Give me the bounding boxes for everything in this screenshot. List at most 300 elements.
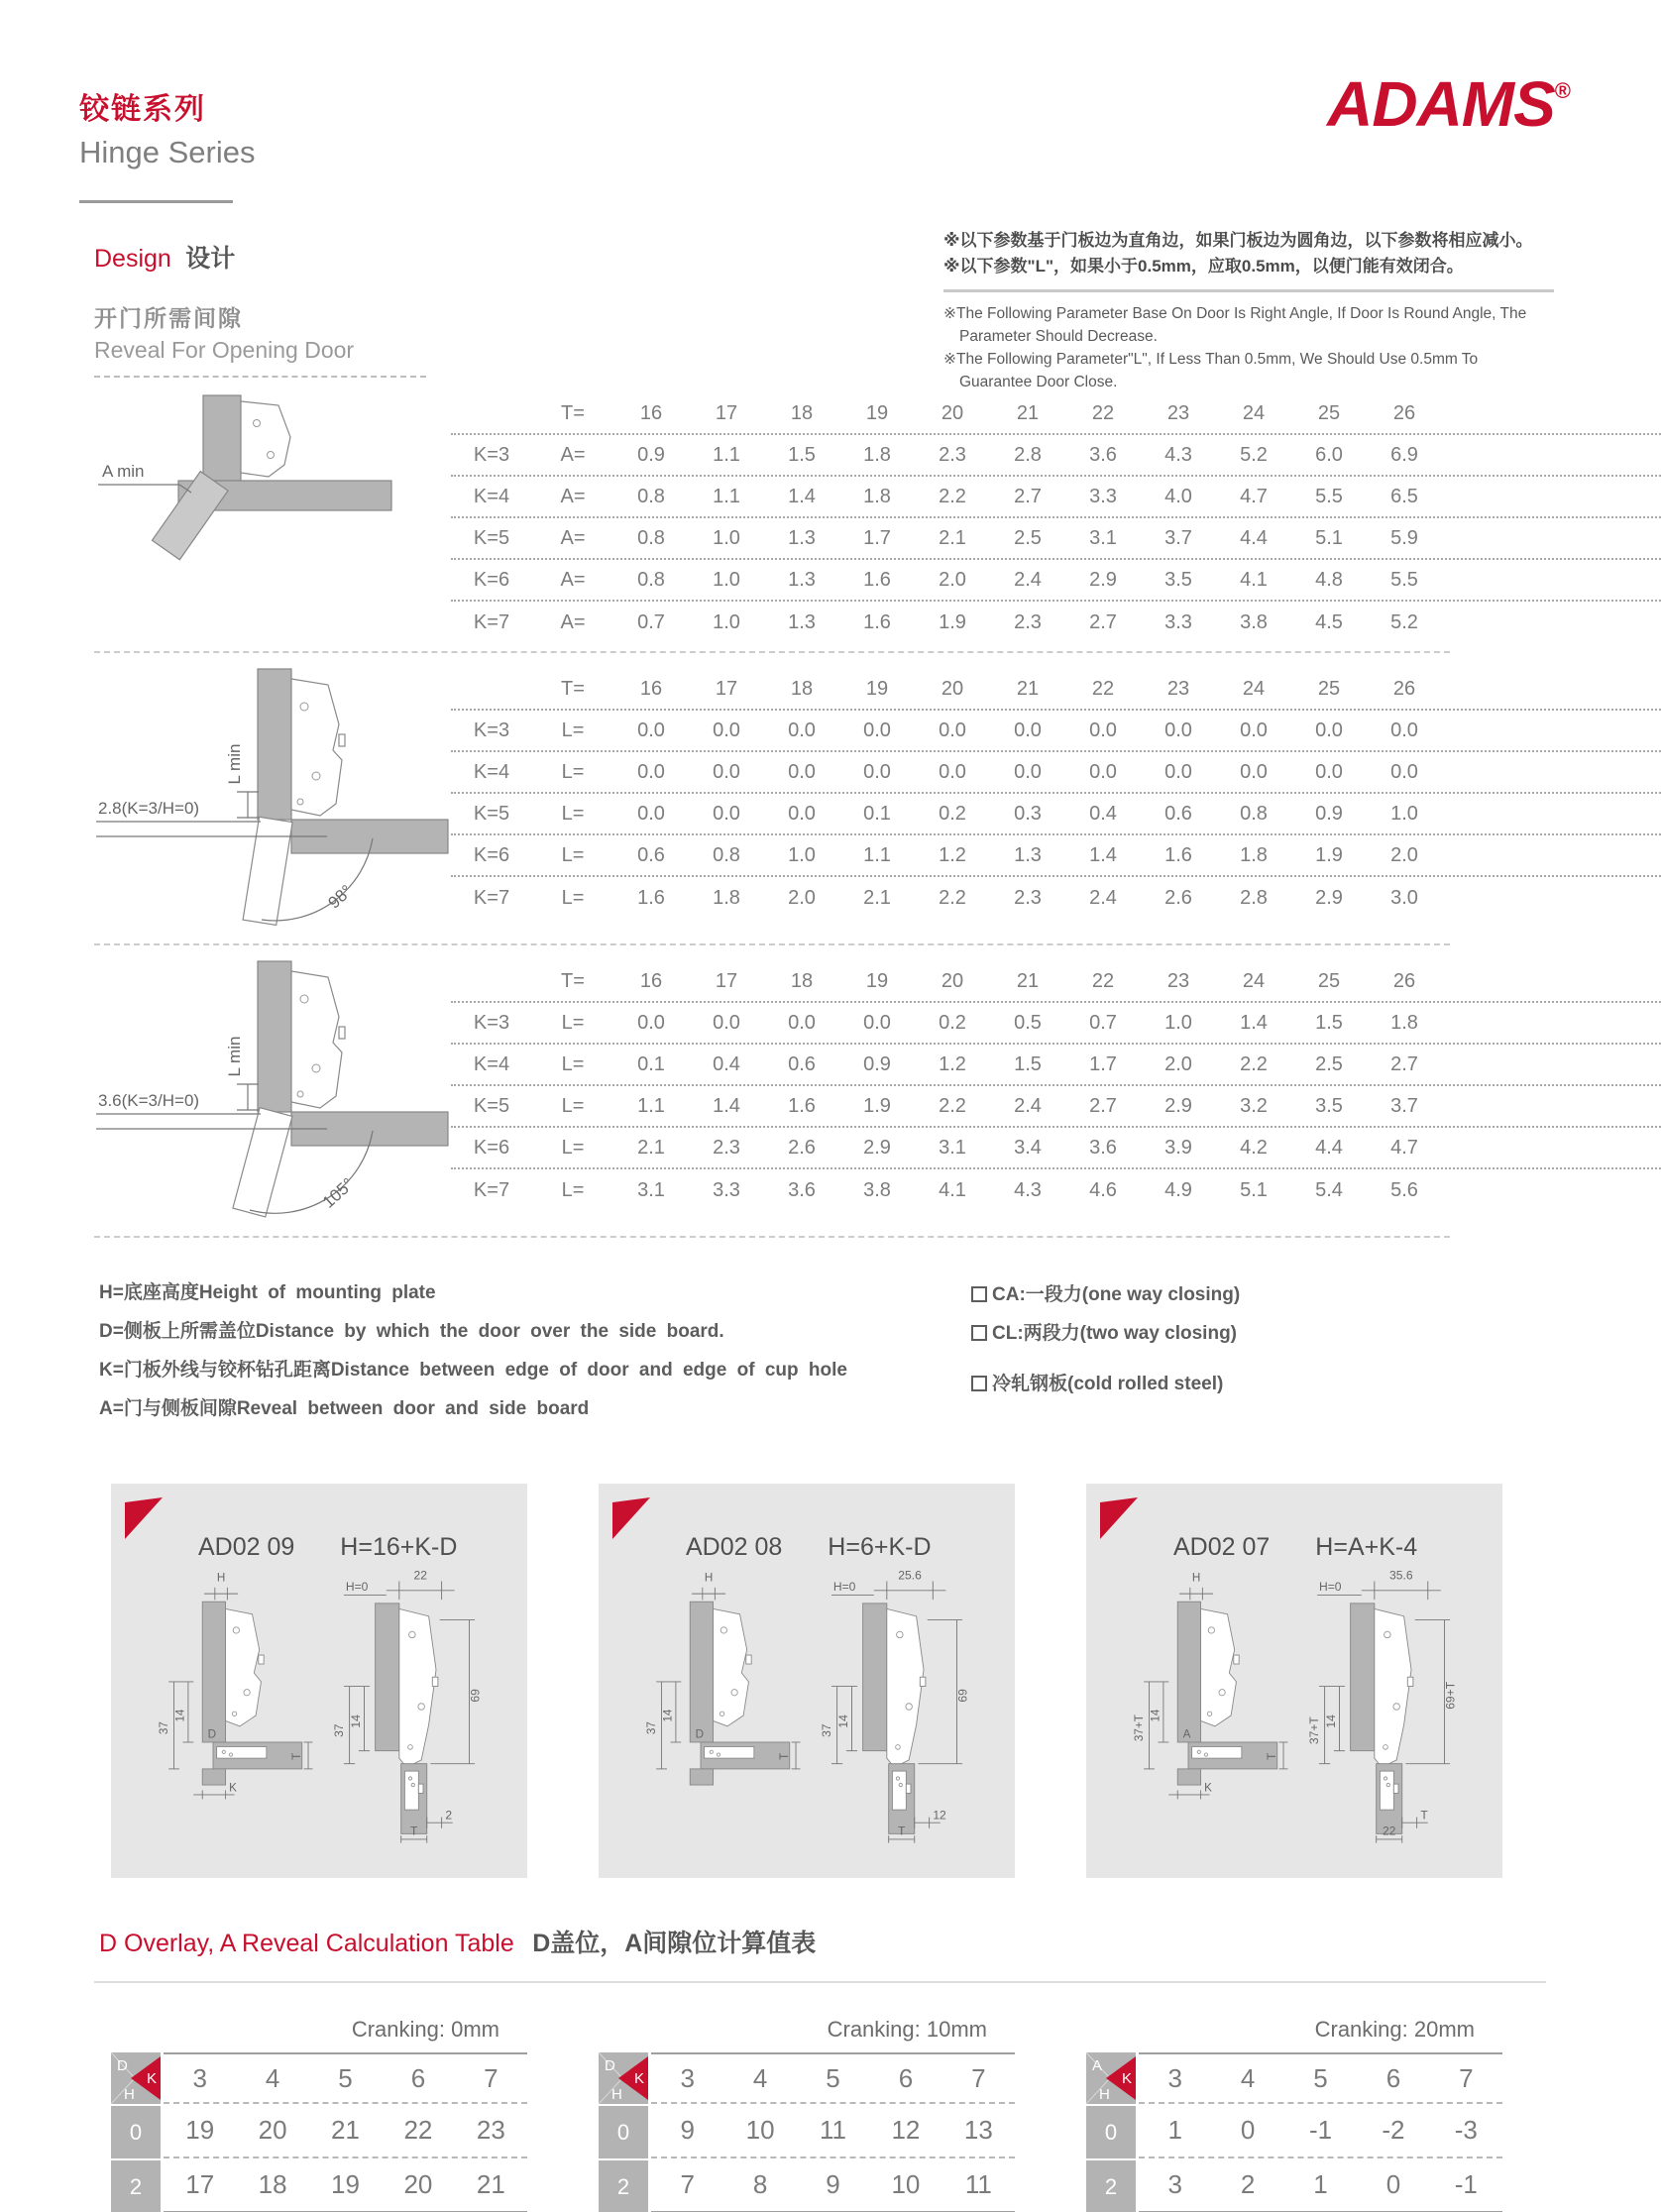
calc-heading-zh: D盖位，A间隙位计算值表 bbox=[532, 1930, 817, 1957]
table-cell: K=7 bbox=[473, 1178, 510, 1201]
table-cell: 0.0 bbox=[939, 719, 966, 741]
table-cell: 3.5 bbox=[1164, 568, 1192, 591]
table-cell: 1.9 bbox=[939, 610, 966, 633]
table-cell: 25 bbox=[1317, 677, 1341, 700]
table-cell: 0.9 bbox=[863, 1052, 891, 1075]
table-cell: 2.8 bbox=[1240, 886, 1268, 909]
table-cell: L= bbox=[561, 886, 585, 909]
table-cell: 21 bbox=[331, 2115, 360, 2145]
table-cell: 0.8 bbox=[1240, 802, 1268, 825]
product-box-ad0208 bbox=[599, 1484, 1015, 1878]
table-cell: 4.4 bbox=[1240, 526, 1268, 549]
table-cell: 2.0 bbox=[788, 886, 816, 909]
calc-header-column bbox=[1086, 2052, 1136, 2212]
table-cell: 1.4 bbox=[788, 485, 816, 507]
svg-text:K: K bbox=[229, 1781, 237, 1795]
table-cell: 2.1 bbox=[939, 526, 966, 549]
cranking-label: Cranking: 0mm bbox=[351, 2017, 499, 2042]
table-cell: 1 bbox=[1313, 2169, 1328, 2199]
series-title-zh: 铰链系列 bbox=[79, 93, 206, 126]
table-cell: 3 bbox=[1167, 2169, 1182, 2199]
table-cell: 0.3 bbox=[1014, 802, 1042, 825]
product-views bbox=[599, 1568, 1015, 1845]
table-cell: K=5 bbox=[473, 1094, 510, 1117]
product-box-ad0207 bbox=[1086, 1484, 1502, 1878]
table-cell: 3 bbox=[192, 2062, 207, 2093]
calc-header-column bbox=[111, 2052, 161, 2212]
corner-cell bbox=[1086, 2052, 1136, 2104]
calc-block-10mm bbox=[599, 2017, 1015, 2212]
table-row bbox=[451, 518, 1661, 560]
legend-definitions bbox=[99, 1273, 971, 1428]
calc-block-20mm bbox=[1086, 2017, 1502, 2212]
svg-text:T: T bbox=[777, 1752, 791, 1760]
product-boxes bbox=[0, 1484, 1661, 1878]
notes-divider bbox=[943, 289, 1554, 292]
table-cell: 2.5 bbox=[1315, 1052, 1343, 1075]
hinge-diagram-svg bbox=[94, 957, 451, 1223]
table-cell: 3.6 bbox=[1089, 443, 1117, 466]
table-cell: 5.2 bbox=[1390, 610, 1418, 633]
table-cell: K=3 bbox=[473, 1011, 510, 1034]
corner-cell-svg bbox=[599, 2052, 648, 2104]
table-row bbox=[651, 2158, 1015, 2212]
table-cell: 2 bbox=[1240, 2169, 1256, 2199]
table-cell: 3.8 bbox=[863, 1178, 891, 1201]
svg-text:T: T bbox=[1420, 1808, 1428, 1823]
table-cell: 2.7 bbox=[1390, 1052, 1418, 1075]
hinge-diagram-svg bbox=[94, 665, 451, 931]
svg-text:K: K bbox=[634, 2070, 645, 2087]
table-cell: 1.0 bbox=[713, 610, 740, 633]
svg-text:K: K bbox=[147, 2070, 158, 2087]
brand-logo bbox=[1327, 67, 1570, 141]
svg-text:69: 69 bbox=[955, 1689, 970, 1703]
table-cell: 3.8 bbox=[1240, 610, 1268, 633]
cranking-label: Cranking: 10mm bbox=[827, 2017, 987, 2042]
svg-text:T: T bbox=[898, 1824, 906, 1838]
table-cell: 2.6 bbox=[788, 1136, 816, 1159]
svg-text:H=0: H=0 bbox=[832, 1579, 856, 1594]
reveal-table-2 bbox=[451, 669, 1661, 936]
table-cell: 12 bbox=[891, 2115, 921, 2145]
table-cell: 19 bbox=[865, 969, 889, 992]
table-cell: 4.2 bbox=[1240, 1136, 1268, 1159]
table-cell: K=7 bbox=[473, 610, 510, 633]
table-cell: 3.3 bbox=[1164, 610, 1192, 633]
table-cell: 2.5 bbox=[1014, 526, 1042, 549]
svg-text:14: 14 bbox=[1323, 1714, 1338, 1728]
table-cell: 0.0 bbox=[637, 1011, 665, 1034]
table-cell: 3.3 bbox=[1089, 485, 1117, 507]
svg-text:K: K bbox=[1204, 1781, 1212, 1795]
svg-text:69+T: 69+T bbox=[1443, 1681, 1458, 1710]
table-cell: 3.5 bbox=[1315, 1094, 1343, 1117]
table-cell: T= bbox=[561, 969, 585, 992]
table-cell: K=6 bbox=[473, 843, 510, 866]
note-en: ※The Following Parameter Base On Door Is Right Angle, If Door Is Round Angle, The Parameter Should Decrease. bbox=[943, 305, 1527, 345]
table-cell: 0.8 bbox=[713, 843, 740, 866]
table-cell: 1.4 bbox=[713, 1094, 740, 1117]
calc-data bbox=[651, 2052, 1015, 2212]
table-cell: 1.7 bbox=[1089, 1052, 1117, 1075]
table-cell: 1.0 bbox=[1164, 1011, 1192, 1034]
table-row bbox=[451, 602, 1661, 643]
svg-text:D: D bbox=[605, 2057, 615, 2074]
table-cell: 5 bbox=[826, 2062, 840, 2093]
table-cell: 0.0 bbox=[863, 760, 891, 783]
hinge-section-view bbox=[640, 1568, 805, 1804]
table-cell: 20 bbox=[941, 969, 964, 992]
product-views bbox=[111, 1568, 527, 1845]
svg-text:D: D bbox=[117, 2057, 128, 2074]
table-cell: K=4 bbox=[473, 760, 510, 783]
hinge-section-view bbox=[153, 1568, 317, 1804]
checkbox-icon[interactable] bbox=[971, 1376, 987, 1391]
table-cell: K=3 bbox=[473, 719, 510, 741]
table-cell: 1.6 bbox=[1164, 843, 1192, 866]
table-row bbox=[451, 477, 1661, 518]
table-cell: 2.0 bbox=[939, 568, 966, 591]
table-cell: 7 bbox=[484, 2062, 498, 2093]
table-cell: 0.1 bbox=[637, 1052, 665, 1075]
table-cell: 2.9 bbox=[1164, 1094, 1192, 1117]
corner-cell bbox=[599, 2052, 648, 2104]
table-cell: K=7 bbox=[473, 886, 510, 909]
table-cell: 1.4 bbox=[1089, 843, 1117, 866]
reveal-block-2 bbox=[0, 665, 1661, 936]
product-title bbox=[198, 1533, 527, 1562]
table-row bbox=[651, 2104, 1015, 2158]
svg-text:22: 22 bbox=[413, 1568, 427, 1583]
table-cell: 24 bbox=[1242, 401, 1266, 424]
section-title-zh: 开门所需间隙 bbox=[94, 305, 243, 331]
table-cell: 0.9 bbox=[637, 443, 665, 466]
table-cell: 2.6 bbox=[1164, 886, 1192, 909]
svg-text:K: K bbox=[1122, 2070, 1133, 2087]
table-cell: 1.5 bbox=[1014, 1052, 1042, 1075]
table-cell: 0.1 bbox=[863, 802, 891, 825]
table-cell: 16 bbox=[639, 401, 663, 424]
table-cell: 4.9 bbox=[1164, 1178, 1192, 1201]
table-cell: 2.7 bbox=[1089, 610, 1117, 633]
h-row-label: 2 bbox=[599, 2160, 648, 2212]
svg-text:14: 14 bbox=[1149, 1709, 1163, 1722]
product-model: AD02 07 bbox=[1173, 1533, 1271, 1561]
table-cell: 11 bbox=[820, 2115, 847, 2145]
brand-name: ADAMS bbox=[1327, 68, 1555, 140]
hinge-section-view bbox=[1128, 1568, 1292, 1804]
table-cell: 3.0 bbox=[1390, 886, 1418, 909]
table-cell: 2.1 bbox=[637, 1136, 665, 1159]
table-cell: 10 bbox=[891, 2169, 921, 2199]
table-cell: 1.3 bbox=[788, 526, 816, 549]
table-cell: 20 bbox=[941, 401, 964, 424]
table-cell: -1 bbox=[1454, 2169, 1478, 2199]
table-cell: A= bbox=[560, 610, 586, 633]
table-cell: 2.3 bbox=[939, 443, 966, 466]
table-cell: 5.1 bbox=[1315, 526, 1343, 549]
table-cell: 0.6 bbox=[1164, 802, 1192, 825]
svg-text:H: H bbox=[216, 1571, 226, 1585]
svg-text:H=0: H=0 bbox=[345, 1579, 369, 1594]
svg-text:D: D bbox=[695, 1727, 705, 1741]
table-cell: 1.6 bbox=[637, 886, 665, 909]
legend-item-k: K=门板外线与铰杯钻孔距离Distance between edge of door and edge of cup hole bbox=[99, 1360, 847, 1381]
table-cell: 6 bbox=[1385, 2062, 1401, 2093]
table-cell: 24 bbox=[1242, 969, 1266, 992]
table-cell: 0.6 bbox=[788, 1052, 816, 1075]
table-cell: 0.0 bbox=[637, 802, 665, 825]
table-row bbox=[451, 877, 1661, 919]
table-cell: 4.1 bbox=[939, 1178, 966, 1201]
table-cell: 7 bbox=[971, 2062, 986, 2093]
reveal-dim-label: 2.8(K=3/H=0) bbox=[98, 799, 200, 818]
hinge-closed-diagram bbox=[94, 389, 451, 643]
table-cell: T= bbox=[561, 401, 585, 424]
option-ca: CA:一段力(one way closing) bbox=[971, 1275, 1240, 1314]
table-cell: 4.0 bbox=[1164, 485, 1192, 507]
opening-angle-label: 105° bbox=[318, 1174, 358, 1212]
calc-heading-rule bbox=[94, 1981, 1546, 1983]
table-cell: 19 bbox=[185, 2115, 215, 2145]
table-cell: A= bbox=[560, 526, 586, 549]
table-cell: 0.0 bbox=[713, 1011, 740, 1034]
table-cell: 0.0 bbox=[863, 1011, 891, 1034]
table-cell: 0.0 bbox=[1390, 719, 1418, 741]
table-cell: 4.7 bbox=[1240, 485, 1268, 507]
checkbox-icon[interactable] bbox=[971, 1325, 987, 1341]
table-cell: 1.8 bbox=[863, 443, 891, 466]
corner-flag-icon bbox=[125, 1497, 163, 1539]
table-cell: 1.3 bbox=[1014, 843, 1042, 866]
svg-text:37: 37 bbox=[158, 1721, 171, 1735]
reveal-dim-label: 3.6(K=3/H=0) bbox=[98, 1091, 200, 1110]
table-row bbox=[451, 794, 1661, 835]
table-cell: L= bbox=[561, 1094, 585, 1117]
table-cell: 16 bbox=[639, 969, 663, 992]
table-cell: 17 bbox=[715, 677, 738, 700]
table-cell: 0.0 bbox=[1089, 760, 1117, 783]
table-cell: L= bbox=[561, 719, 585, 741]
svg-text:T: T bbox=[289, 1752, 303, 1760]
svg-text:H: H bbox=[1099, 2086, 1110, 2103]
table-cell: 5 bbox=[1313, 2062, 1328, 2093]
table-row bbox=[451, 1128, 1661, 1169]
table-cell: 1.5 bbox=[1315, 1011, 1343, 1034]
table-cell: 1.1 bbox=[637, 1094, 665, 1117]
k-header-row bbox=[1139, 2052, 1502, 2104]
table-cell: 16 bbox=[639, 677, 663, 700]
table-cell: 1.7 bbox=[863, 526, 891, 549]
h-row-label: 0 bbox=[111, 2106, 161, 2158]
hinge-98-diagram bbox=[94, 665, 451, 936]
svg-text:37: 37 bbox=[820, 1723, 834, 1737]
legend bbox=[0, 1273, 1661, 1428]
table-cell: A= bbox=[560, 443, 586, 466]
table-cell: 0.0 bbox=[713, 760, 740, 783]
hinge-open-view bbox=[819, 1568, 1003, 1845]
table-cell: 23 bbox=[476, 2115, 505, 2145]
table-cell: K=6 bbox=[473, 568, 510, 591]
table-row bbox=[1139, 2104, 1502, 2158]
header-rule bbox=[79, 200, 233, 203]
table-cell: K=6 bbox=[473, 1136, 510, 1159]
svg-text:A: A bbox=[1182, 1727, 1191, 1741]
table-cell: 1.0 bbox=[713, 526, 740, 549]
table-cell: 2.9 bbox=[1089, 568, 1117, 591]
table-cell: 3.1 bbox=[939, 1136, 966, 1159]
calc-block-0mm bbox=[111, 2017, 527, 2212]
table-cell: 0.9 bbox=[1315, 802, 1343, 825]
table-cell: 21 bbox=[476, 2169, 505, 2199]
table-header-row bbox=[451, 393, 1661, 435]
product-title bbox=[1173, 1533, 1502, 1562]
table-cell: 1.1 bbox=[863, 843, 891, 866]
table-cell: 0.5 bbox=[1014, 1011, 1042, 1034]
table-cell: 11 bbox=[964, 2169, 992, 2199]
table-cell: K=4 bbox=[473, 1052, 510, 1075]
table-cell: 1.8 bbox=[863, 485, 891, 507]
table-cell: 0.0 bbox=[637, 719, 665, 741]
table-cell: 6.0 bbox=[1315, 443, 1343, 466]
table-cell: K=4 bbox=[473, 485, 510, 507]
table-cell: 0.0 bbox=[713, 802, 740, 825]
table-cell: 3.4 bbox=[1014, 1136, 1042, 1159]
k-header-row bbox=[164, 2052, 527, 2104]
table-row bbox=[451, 1003, 1661, 1045]
table-cell: 20 bbox=[258, 2115, 287, 2145]
table-cell: 3.1 bbox=[637, 1178, 665, 1201]
table-cell: 1.2 bbox=[939, 1052, 966, 1075]
table-cell: 0.7 bbox=[637, 610, 665, 633]
table-cell: 7 bbox=[680, 2169, 695, 2199]
table-cell: 2.2 bbox=[1240, 1052, 1268, 1075]
table-row bbox=[451, 1169, 1661, 1211]
table-cell: 0.0 bbox=[1315, 719, 1343, 741]
legend-options bbox=[971, 1273, 1240, 1428]
svg-text:A: A bbox=[1092, 2057, 1103, 2074]
table-cell: 1.8 bbox=[1390, 1011, 1418, 1034]
table-cell: 0.0 bbox=[1014, 760, 1042, 783]
table-cell: 2.2 bbox=[939, 1094, 966, 1117]
legend-item-h: H=底座高度Height of mounting plate bbox=[99, 1282, 436, 1303]
table-cell: 3 bbox=[1167, 2062, 1182, 2093]
opening-angle-label: 98° bbox=[324, 881, 357, 913]
hinge-diagram-svg bbox=[94, 389, 421, 588]
svg-text:T: T bbox=[410, 1824, 418, 1838]
svg-text:14: 14 bbox=[348, 1714, 363, 1728]
h-row-label: 2 bbox=[1086, 2160, 1136, 2212]
table-cell: 0.0 bbox=[1240, 719, 1268, 741]
reveal-block-3 bbox=[0, 957, 1661, 1228]
table-cell: 1.2 bbox=[939, 843, 966, 866]
calc-data bbox=[1139, 2052, 1502, 2212]
svg-text:25.6: 25.6 bbox=[898, 1568, 922, 1583]
table-cell: 4 bbox=[752, 2062, 768, 2093]
table-cell: 2.3 bbox=[1014, 886, 1042, 909]
note-zh: ※以下参数基于门板边为直角边，如果门板边为圆角边，以下参数将相应减小。 bbox=[943, 231, 1533, 250]
svg-text:12: 12 bbox=[933, 1808, 946, 1823]
table-cell: 23 bbox=[1166, 969, 1190, 992]
table-cell: 4.3 bbox=[1164, 443, 1192, 466]
table-cell: 2.9 bbox=[863, 1136, 891, 1159]
table-cell: 0.0 bbox=[863, 719, 891, 741]
table-cell: 3.7 bbox=[1390, 1094, 1418, 1117]
table-cell: 5.4 bbox=[1315, 1178, 1343, 1201]
table-cell: -1 bbox=[1308, 2115, 1333, 2145]
table-cell: 0.0 bbox=[788, 719, 816, 741]
table-cell: 1.8 bbox=[1240, 843, 1268, 866]
table-cell: L= bbox=[561, 843, 585, 866]
hinge-open-view bbox=[1306, 1568, 1491, 1845]
table-cell: A= bbox=[560, 485, 586, 507]
table-cell: L= bbox=[561, 1011, 585, 1034]
table-cell: L= bbox=[561, 1178, 585, 1201]
table-cell: 1.9 bbox=[1315, 843, 1343, 866]
table-cell: 1.5 bbox=[788, 443, 816, 466]
table-cell: 4.4 bbox=[1315, 1136, 1343, 1159]
hinge-105-diagram bbox=[94, 957, 451, 1228]
table-row bbox=[451, 835, 1661, 877]
table-cell: 3.7 bbox=[1164, 526, 1192, 549]
table-cell: 5.2 bbox=[1240, 443, 1268, 466]
table-cell: 0.0 bbox=[788, 760, 816, 783]
reveal-block-1 bbox=[0, 389, 1661, 643]
table-cell: 18 bbox=[790, 401, 814, 424]
table-cell: 4.7 bbox=[1390, 1136, 1418, 1159]
table-cell: 2.3 bbox=[1014, 610, 1042, 633]
table-cell: 10 bbox=[745, 2115, 775, 2145]
table-cell: 18 bbox=[790, 969, 814, 992]
svg-text:37+T: 37+T bbox=[1307, 1716, 1322, 1745]
table-cell: 0.0 bbox=[939, 760, 966, 783]
table-cell: 1.0 bbox=[713, 568, 740, 591]
svg-text:37+T: 37+T bbox=[1133, 1714, 1147, 1742]
table-cell: K=5 bbox=[473, 526, 510, 549]
table-cell: 4.6 bbox=[1089, 1178, 1117, 1201]
table-cell: 0 bbox=[1385, 2169, 1401, 2199]
table-cell: 4.3 bbox=[1014, 1178, 1042, 1201]
legend-item-d: D=侧板上所需盖位Distance by which the door over the side board. bbox=[99, 1321, 724, 1342]
table-cell: 3.2 bbox=[1240, 1094, 1268, 1117]
design-label-en: Design bbox=[94, 245, 171, 273]
table-cell: 0.0 bbox=[637, 760, 665, 783]
checkbox-icon[interactable] bbox=[971, 1286, 987, 1302]
table-cell: 1.3 bbox=[788, 610, 816, 633]
table-cell: -2 bbox=[1382, 2115, 1405, 2145]
corner-cell-svg bbox=[1086, 2052, 1136, 2104]
table-cell: 6 bbox=[898, 2062, 914, 2093]
note-zh: ※以下参数"L"，如果小于0.5mm，应取0.5mm，以便门能有效闭合。 bbox=[943, 257, 1464, 276]
svg-text:H: H bbox=[124, 2086, 135, 2103]
table-cell: 22 bbox=[403, 2115, 433, 2145]
table-cell: 0.0 bbox=[1089, 719, 1117, 741]
product-title bbox=[686, 1533, 1015, 1562]
table-cell: 2.2 bbox=[939, 886, 966, 909]
table-cell: 1.6 bbox=[863, 568, 891, 591]
table-cell: 5.6 bbox=[1390, 1178, 1418, 1201]
table-cell: 19 bbox=[865, 677, 889, 700]
svg-text:37: 37 bbox=[332, 1723, 347, 1737]
table-cell: 4.8 bbox=[1315, 568, 1343, 591]
corner-flag-icon bbox=[1100, 1497, 1138, 1539]
product-formula: H=16+K-D bbox=[340, 1533, 458, 1561]
block-separator bbox=[94, 943, 1450, 945]
table-cell: 0.0 bbox=[788, 802, 816, 825]
table-cell: 2.2 bbox=[939, 485, 966, 507]
table-cell: 6.5 bbox=[1390, 485, 1418, 507]
